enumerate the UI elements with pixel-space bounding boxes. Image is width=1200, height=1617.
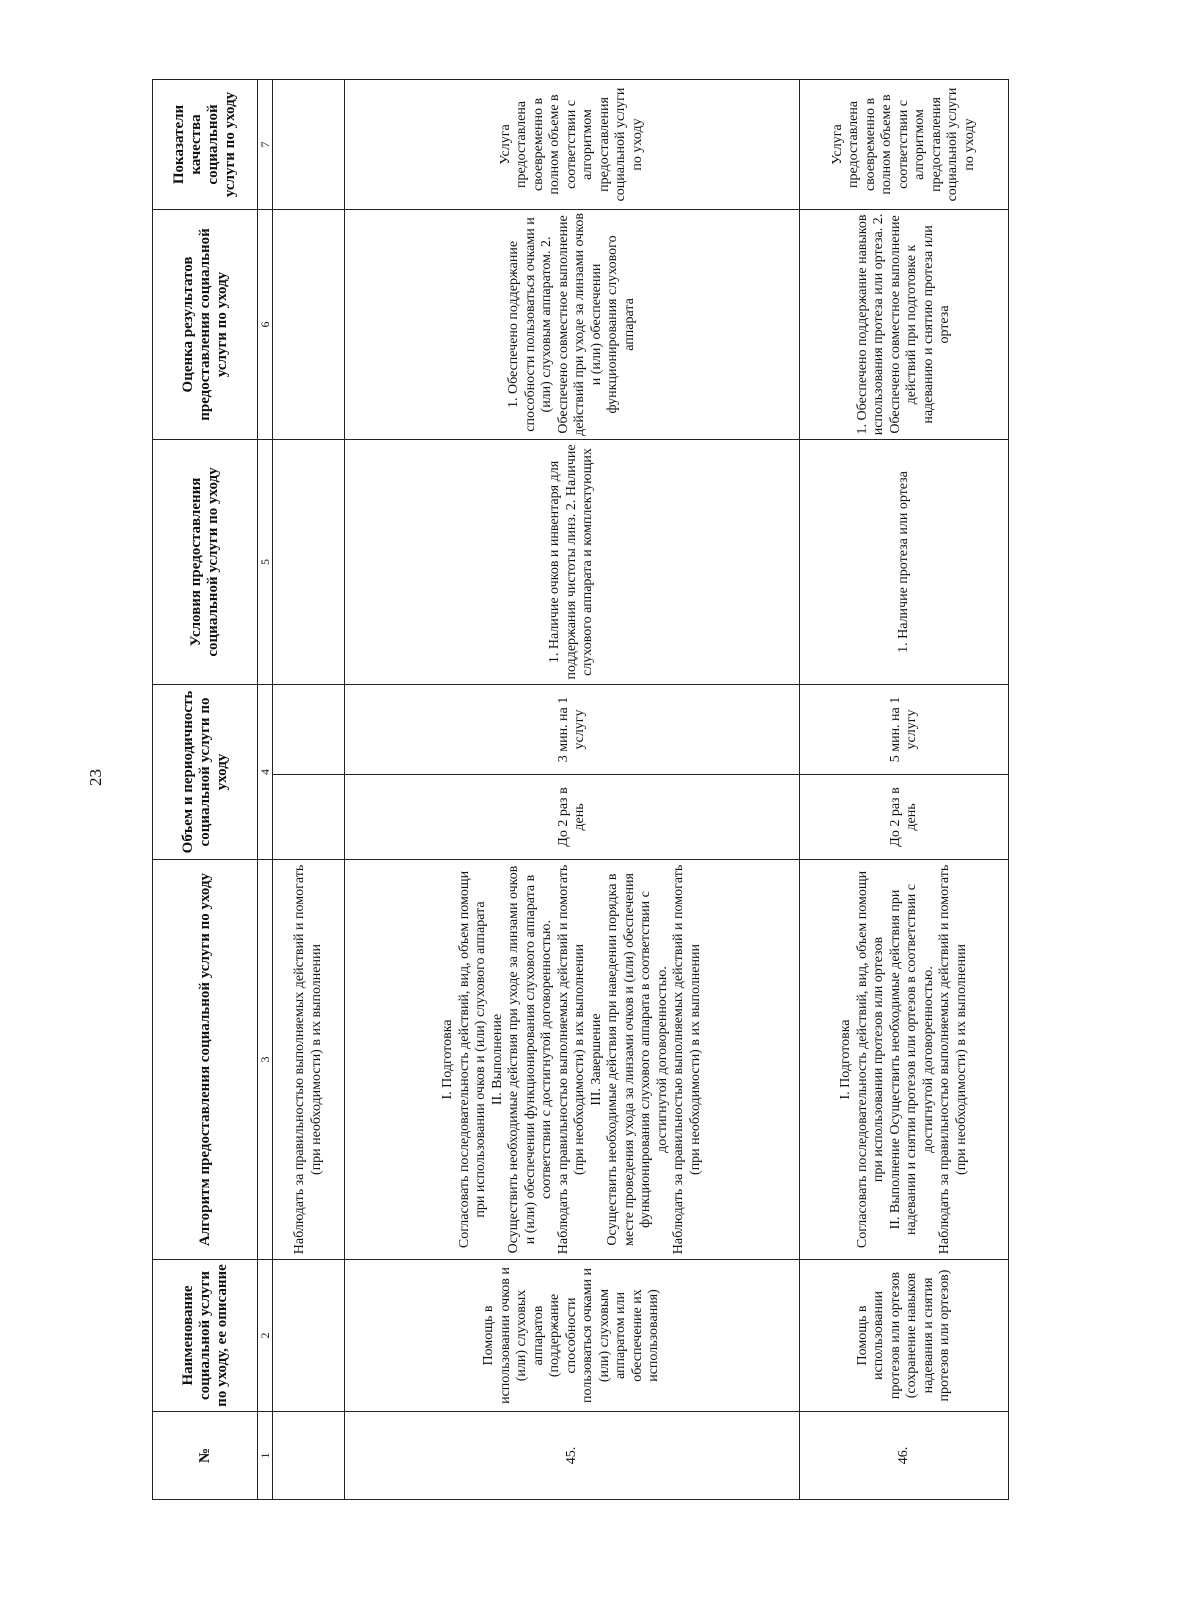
- algorithm-step: Осуществить необходимые действия при наведении порядка в месте проведения ухода за линзами очков и (или) обеспечения функционирования слухового аппарата в соответствии с достигнутой договоренностью.: [605, 873, 670, 1246]
- volume: 5 мин. на 1 услугу: [800, 684, 1009, 774]
- algorithm-step: Наблюдать за правильностью выполняемых действий и помогать (при необходимости) в их выполнении: [671, 864, 703, 1255]
- frequency: До 2 раз в день: [800, 775, 1009, 860]
- algorithm-step: Наблюдать за правильностью выполняемых действий и помогать (при необходимости) в их выполнении: [555, 864, 587, 1255]
- algorithm-step: Согласовать последовательность действий, вид, объем помощи при использовании протезов или ортезов: [854, 870, 886, 1249]
- table-row-46: [800, 79, 1009, 1499]
- algorithm-step: II. Выполнение: [489, 1013, 505, 1106]
- conditions: 1. Наличие очков и инвентаря для поддержания чистоты линз. 2. Наличие слухового аппарата и комплектующих: [345, 439, 800, 684]
- page-number: 23: [86, 769, 105, 786]
- algorithm-cell: [345, 860, 800, 1260]
- algorithm-step: I. Подготовка: [440, 1019, 455, 1100]
- table-row-45: [345, 79, 800, 1499]
- row-number: 46.: [800, 1412, 1009, 1500]
- services-table: [152, 79, 1009, 1500]
- algorithm-text: Наблюдать за правильностью выполняемых действий и помогать (при необходимости) в их выполнении: [273, 860, 345, 1260]
- quality: Услуга предоставлена своевременно в полном объеме в соответствии с алгоритмом предоставления социальной услуги по уходу: [800, 79, 1009, 209]
- algorithm-step: III. Завершение: [588, 1013, 604, 1106]
- results: 1. Обеспечено поддержание навыков использования протеза или ортеза. 2. Обеспечено совместное выполнение действий при подготовке к надеванию и снятию протеза или ортеза: [800, 209, 1009, 439]
- algorithm-step: Наблюдать за правильностью выполняемых действий и помогать (при необходимости) в их выполнении: [937, 864, 969, 1255]
- column-number-row: [258, 79, 273, 1499]
- algorithm-step: II. Выполнение Осуществить необходимые действия при надевании и снятии протезов или ортезов в соответствии с достигнутой договоренностью.: [887, 883, 936, 1236]
- service-name: Помощь в использовании очков и (или) слуховых аппаратов (поддержание способности пользоваться очками и (или) слуховым аппаратом или обеспечение их использования): [345, 1260, 800, 1412]
- header-conditions: Условия предоставления социальной услуги по уходу: [153, 439, 258, 684]
- algorithm-cell: [800, 860, 1009, 1260]
- column-number: 6: [258, 209, 273, 439]
- row-number: 45.: [345, 1412, 800, 1500]
- algorithm-step: I. Подготовка: [838, 1019, 853, 1100]
- header-number: №: [153, 1412, 258, 1500]
- column-number: 7: [258, 79, 273, 209]
- header-quality: Показатели качества социальной услуги по уходу: [153, 79, 258, 209]
- column-number: 4: [258, 684, 273, 859]
- results: 1. Обеспечено поддержание способности пользоваться очками и (или) слуховым аппаратом. 2. Обеспечено совместное выполнение действий при уходе за линзами очков и (или) обеспечении функционирования слухового аппарата: [345, 209, 800, 439]
- header-name: Наименование социальной услуги по уходу, ее описание: [153, 1260, 258, 1412]
- header-algorithm: Алгоритм предоставления социальной услуги по уходу: [153, 860, 258, 1260]
- column-number: 5: [258, 439, 273, 684]
- column-number: 1: [258, 1412, 273, 1500]
- header-row: [153, 79, 258, 1499]
- algorithm-step: Согласовать последовательность действий, вид, объем помощи при использовании очков и (или) слухового аппарата: [456, 870, 488, 1249]
- service-name: Помощь в использовании протезов или ортезов (сохранение навыков надевания и снятия протезов или ортезов): [800, 1260, 1009, 1412]
- header-results: Оценка результатов предоставления социальной услуги по уходу: [153, 209, 258, 439]
- volume: 3 мин. на 1 услугу: [345, 684, 800, 774]
- header-volume: Объем и периодичность социальной услуги по уходу: [153, 684, 258, 859]
- column-number: 3: [258, 860, 273, 1260]
- frequency: До 2 раз в день: [345, 775, 800, 860]
- algorithm-step: Осуществить необходимые действия при уходе за линзами очков и (или) обеспечении функционирования слухового аппарата в соответствии с достигнутой договоренностью.: [506, 865, 554, 1254]
- column-number: 2: [258, 1260, 273, 1412]
- rotated-table-sheet: [152, 80, 1007, 1500]
- conditions: 1. Наличие протеза или ортеза: [800, 439, 1009, 684]
- quality: Услуга предоставлена своевременно в полном объеме в соответствии с алгоритмом предоставления социальной услуги по уходу: [345, 79, 800, 209]
- continuation-row: [273, 79, 345, 1499]
